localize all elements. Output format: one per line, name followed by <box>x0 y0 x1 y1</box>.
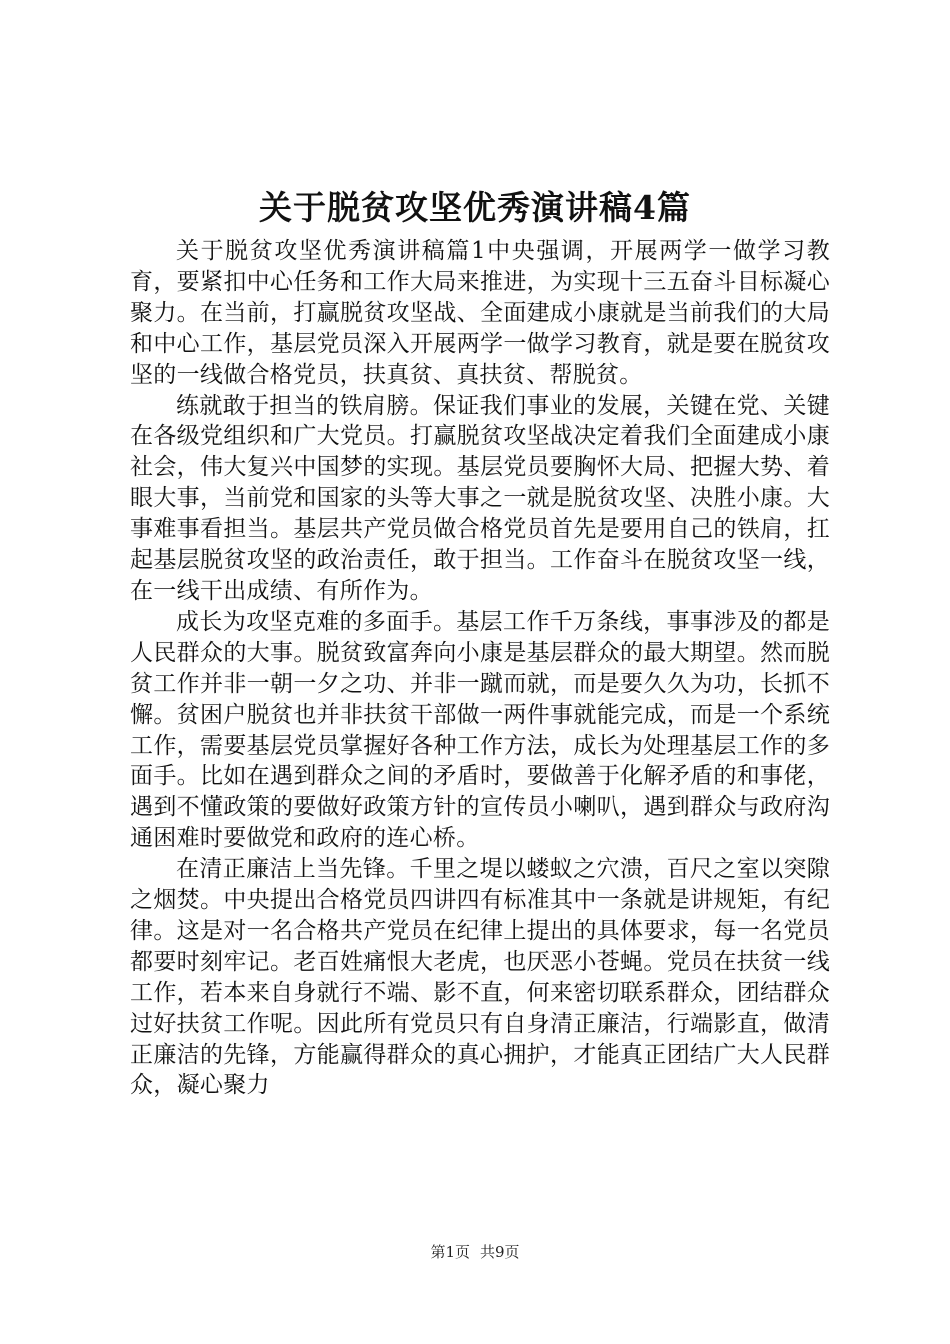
document-title: 关于脱贫攻坚优秀演讲稿4篇 <box>259 188 691 227</box>
document-body <box>130 236 830 1101</box>
paragraph-3: 成长为攻坚克难的多面手。基层工作千万条线，事事涉及的都是人民群众的大事。脱贫致富奔向小康是基层群众的最大期望。然而脱贫工作并非一朝一夕之功、并非一蹴而就，而是要久久为功，长抓不懈。贫困户脱贫也并非扶贫干部做一两件事就能完成，而是一个系统工作，需要基层党员掌握好各种工作方法，成长为处理基层工作的多面手。比如在遇到群众之间的矛盾时，要做善于化解矛盾的和事佬，遇到不懂政策的要做好政策方针的宣传员小喇叭，遇到群众与政府沟通困难时要做党和政府的连心桥。 <box>130 608 830 852</box>
paragraph-4: 在清正廉洁上当先锋。千里之堤以蝼蚁之穴溃，百尺之室以突隙之烟焚。中央提出合格党员四讲四有标准其中一条就是讲规矩，有纪律。这是对一名合格共产党员在纪律上提出的具体要求，每一名党员都要时刻牢记。老百姓痛恨大老虎，也厌恶小苍蝇。党员在扶贫一线工作，若本来自身就行不端、影不直，何来密切联系群众，团结群众过好扶贫工作呢。因此所有党员只有自身清正廉洁，行端影直，做清正廉洁的先锋，方能赢得群众的真心拥护，才能真正团结广大人民群众，凝心聚力 <box>130 856 830 1099</box>
page-footer <box>0 1242 950 1262</box>
paragraph-2: 练就敢于担当的铁肩膀。保证我们事业的发展，关键在党、关键在各级党组织和广大党员。打赢脱贫攻坚战决定着我们全面建成小康社会，伟大复兴中国梦的实现。基层党员要胸怀大局、把握大势、着眼大事，当前党和国家的头等大事之一就是脱贫攻坚、决胜小康。大事难事看担当。基层共产党员做合格党员首先是要用自己的铁肩，扛起基层脱贫攻坚的政治责任，敢于担当。工作奋斗在脱贫攻坚一线，在一线干出成绩、有所作为。 <box>130 392 830 604</box>
page-total: 共9页 <box>480 1243 520 1261</box>
paragraph-1: 关于脱贫攻坚优秀演讲稿篇1中央强调，开展两学一做学习教育，要紧扣中心任务和工作大局来推进，为实现十三五奋斗目标凝心聚力。在当前，打赢脱贫攻坚战、全面建成小康就是当前我们的大局和中心工作，基层党员深入开展两学一做学习教育，就是要在脱贫攻坚的一线做合格党员，扶真贫、真扶贫、帮脱贫。 <box>130 238 830 388</box>
page-number: 第1页 <box>430 1243 470 1261</box>
